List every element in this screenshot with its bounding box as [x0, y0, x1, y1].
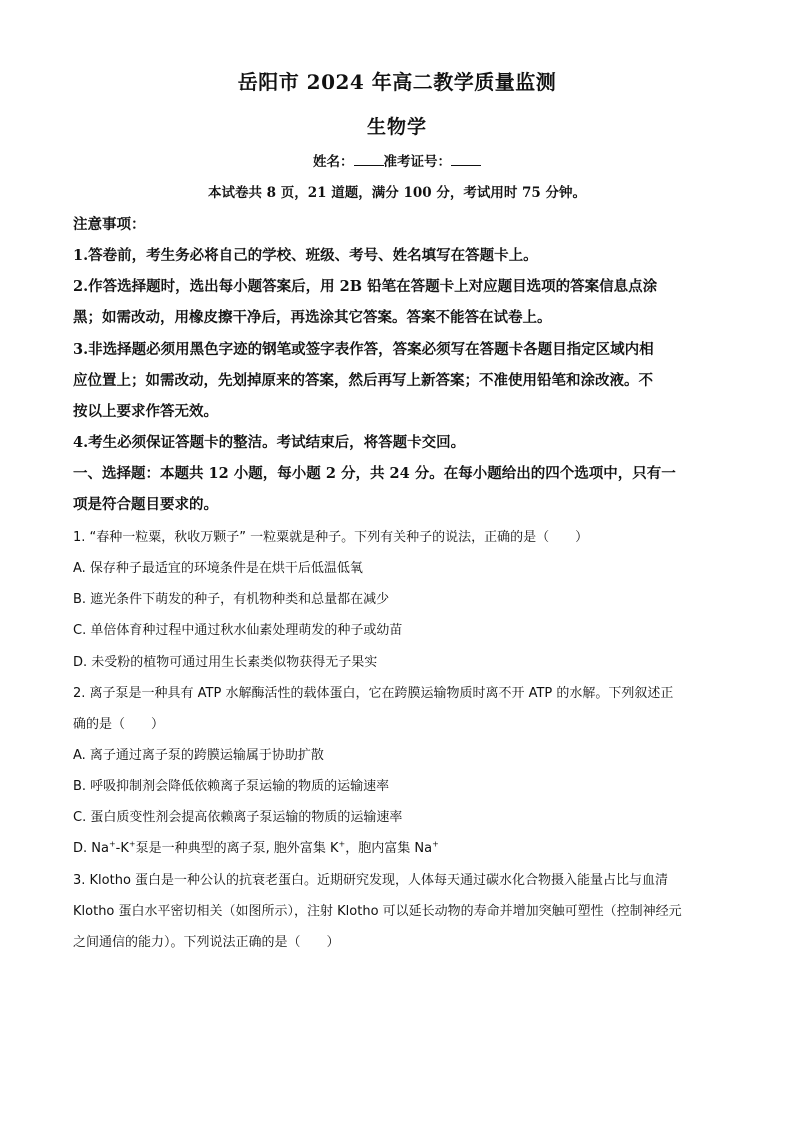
question-3-stem: 3. Klotho 蛋白是一种公认的抗衰老蛋白。近期研究发现，人体每天通过碳水化合物摄入能量占比与血清 — [73, 873, 669, 888]
question-2-option-c: C. 蛋白质变性剂会提高依赖离子泵运输的物质的运输速率 — [73, 810, 403, 825]
superscript: + — [128, 839, 136, 849]
note-line: 1.答卷前，考生务必将自己的学校、班级、考号、姓名填写在答题卡上。 — [73, 247, 538, 264]
question-1-option-c: C. 单倍体育种过程中通过秋水仙素处理萌发的种子或幼苗 — [73, 623, 403, 638]
exam-info: 本试卷共 8 页，21 道题，满分 100 分，考试用时 75 分钟。 — [207, 185, 587, 201]
id-blank — [451, 153, 481, 166]
option-d-text: -K — [115, 841, 129, 856]
name-blank — [354, 153, 384, 166]
id-label: 准考证号： — [383, 154, 451, 170]
superscript: + — [338, 839, 346, 849]
question-1-option-d: D. 未受粉的植物可通过用生长素类似物获得无子果实 — [73, 655, 378, 670]
superscript: + — [108, 839, 116, 849]
question-2-stem: 2. 离子泵是一种具有 ATP 水解酶活性的载体蛋白，它在跨膜运输物质时离不开 ATP 的水解。下列叙述正 — [73, 686, 674, 701]
question-2-option-d — [73, 837, 723, 856]
notes-heading: 注意事项： — [73, 216, 146, 233]
section-heading: 项是符合题目要求的。 — [73, 496, 218, 513]
question-3-stem: 之间通信的能力）。下列说法正确的是（ ） — [73, 935, 340, 950]
question-3-stem: Klotho 蛋白水平密切相关（如图所示），注射 Klotho 可以延长动物的寿命并增加突触可塑性（控制神经元 — [73, 904, 682, 919]
superscript: + — [432, 839, 439, 849]
question-1-option-a: A. 保存种子最适宜的环境条件是在烘干后低温低氧 — [73, 561, 363, 576]
option-d-text: 泵是一种典型的离子泵, 胞外富集 K — [135, 841, 339, 856]
note-line: 按以上要求作答无效。 — [73, 403, 218, 420]
question-2-option-a: A. 离子通过离子泵的跨膜运输属于协助扩散 — [73, 748, 324, 763]
question-2-option-b: B. 呼吸抑制剂会降低依赖离子泵运输的物质的运输速率 — [73, 779, 390, 794]
question-1-option-b: B. 遮光条件下萌发的种子，有机物种类和总量都在减少 — [73, 592, 390, 607]
exam-title: 岳阳市 2024 年高二教学质量监测 — [237, 70, 557, 94]
option-d-text: D. Na — [73, 841, 109, 856]
option-d-text: ，胞内富集 Na — [345, 841, 433, 856]
note-line: 黑；如需改动，用橡皮擦干净后，再选涂其它答案。答案不能答在试卷上。 — [73, 309, 552, 326]
subject-title: 生物学 — [366, 116, 427, 138]
question-2-stem: 确的是（ ） — [73, 717, 165, 732]
section-heading: 一、选择题：本题共 12 小题，每小题 2 分，共 24 分。在每小题给出的四个选项中，只有一 — [73, 465, 676, 482]
name-id-row — [0, 150, 794, 170]
question-1-stem: 1. “春种一粒粟，秋收万颗子” 一粒粟就是种子。下列有关种子的说法，正确的是（ ） — [73, 530, 589, 545]
note-line: 4.考生必须保证答题卡的整洁。考试结束后，将答题卡交回。 — [73, 434, 466, 451]
note-line: 应位置上；如需改动，先划掉原来的答案，然后再写上新答案；不准使用铅笔和涂改液。不 — [73, 372, 653, 389]
note-line: 3.非选择题必须用黑色字迹的钢笔或签字表作答，答案必须写在答题卡各题目指定区域内相 — [73, 341, 654, 358]
name-label: 姓名： — [313, 154, 354, 170]
note-line: 2.作答选择题时，选出每小题答案后，用 2B 铅笔在答题卡上对应题目选项的答案信息点涂 — [73, 278, 658, 295]
